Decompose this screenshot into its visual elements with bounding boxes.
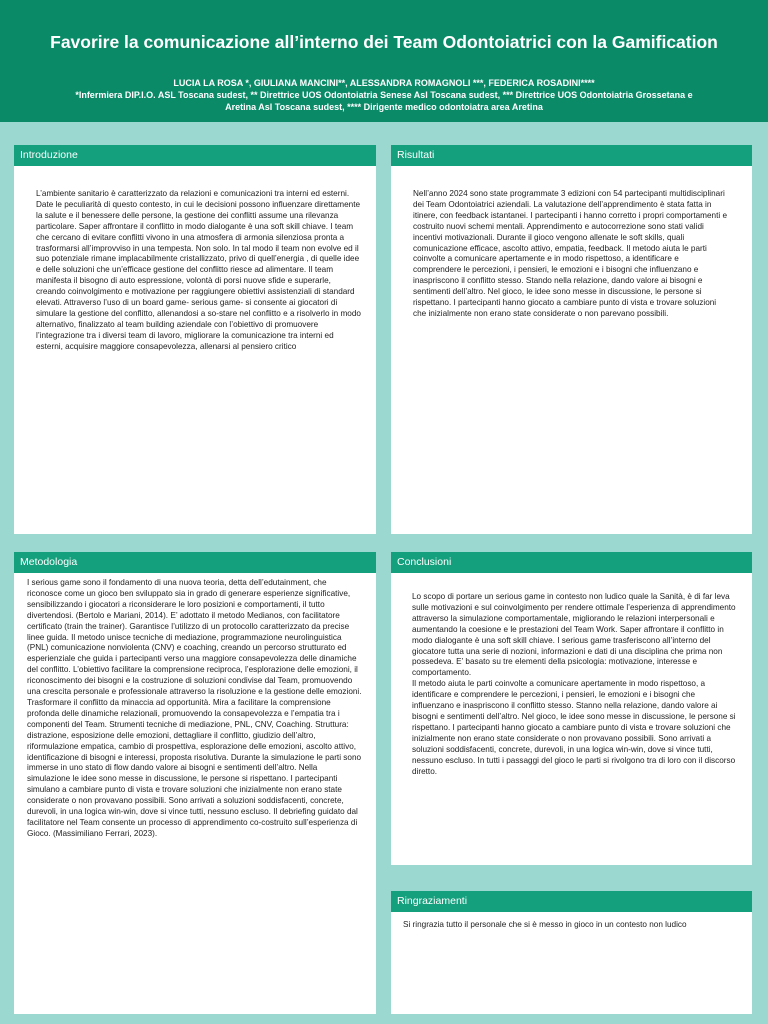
risultati-text: Nell’anno 2024 sono state programmate 3 edizioni con 54 partecipanti multidisciplinari dei Team Odontoiatrici aziendali. La valutazione dell’apprendimento è stata fatta in itinere, con feedback istantanei. I partecipanti i hanno corretto i propri comportamenti e costruito nuovi schemi mentali. Apprendimento e autocorrezione sono stati validi incentivi motivazionali. Durante il gioco vengono allenate le soft skills, quali comunicazione efficace, ascolto attivo, empatia, feedback. Il metodo aiuta le parti coinvolte a comunicare apertamente e in modo rispettoso, a identificare e comprendere le percezioni, i pensieri, le emozioni e i bisogni che influenzano e inaspriscono il conflitto stesso. Stando nella relazione, dando valore ai bisogni e sentimenti dell’altro. Nel gioco, le idee sono messe in discussione, le persone si rispettano. I partecipanti hanno giocato a cambiare punto di vista e trovare soluzioni che inizialmente non erano state considerate o non parevano possibili. [413, 189, 728, 318]
conclusioni-heading: Conclusioni [391, 552, 752, 573]
conclusioni-text-1: Lo scopo di portare un serious game in contesto non ludico quale la Sanità, è di far leva sulle motivazioni e sul coinvolgimento per rendere ottimale l’esperienza di apprendimento attraverso la simulazione comportamentale, migliorando le relazioni interpersonali e aumentando la coesione e le prestazioni del Team Work. Saper affrontare il conflitto in modo dialogante è una soft skill chiave. I serious game trasferiscono all’interno del giocatore tutta una serie di nozioni, informazioni e dati di una disciplina che prima non possedeva. E’ basato su tre elementi della psicologia: motivazione, interesse e comportamento. [412, 592, 736, 678]
authors-block [10, 77, 758, 113]
affiliations-line-1: *Infermiera DIP.I.O. ASL Toscana sudest, ** Direttrice UOS Odontoiatria Senese Asl Toscana sudest, *** Direttrice UOS Odontoiatria Grossetana e [75, 90, 693, 100]
ringraziamenti-heading: Ringraziamenti [391, 891, 752, 912]
introduzione-body [14, 166, 376, 353]
ringraziamenti-panel [391, 891, 752, 1014]
poster-title: Favorire la comunicazione all’interno dei Team Odontoiatrici con la Gamification [50, 32, 718, 52]
introduzione-panel [14, 145, 376, 534]
introduzione-heading: Introduzione [14, 145, 376, 166]
risultati-panel [391, 145, 752, 534]
ringraziamenti-body [391, 912, 752, 931]
poster-header [0, 0, 768, 122]
metodologia-panel [14, 552, 376, 1014]
introduzione-text: L’ambiente sanitario è caratterizzato da relazioni e comunicazioni tra interni ed esterni. Date le peculiarità di questo contesto, in cui le decisioni possono influenzare direttamente la salute e il benessere delle persone, la gestione dei conflitti assume una rilevanza particolare. Saper affrontare il conflitto in modo dialogante è una soft skill chiave. I team che cercano di evitare conflitti vivono in una atmosfera di armonia silenziosa pronta a trasformarsi all’improvviso in una tempesta. Non solo. In tal modo il team non evolve ed il suo potenziale rimane implacabilmente cristallizzato, privo di quell’energia , di quelle idee e delle soluzioni che un’efficace gestione del conflitto riesce ad alimentare. Il team manifesta il bisogno di auto espressione, volontà di porsi nuove sfide e superarle, creando coinvolgimento e motivazione per raggiungere obiettivi assistenziali di standard elevati. Attraverso l’uso di un board game- serious game- si consente ai giocatori di simulare la gestione del conflitto, allenandosi a so-stare nel conflitto e a risolverlo in modo alternativo, finalizzato al team building aziendale con l’obiettivo di promuovere l’integrazione tra i diversi team di lavoro, migliorare la comunicazione tra interni ed esterni, acquisire maggiore consapevolezza, allenarsi al pensiero critico [36, 189, 361, 351]
conclusioni-text-2: Il metodo aiuta le parti coinvolte a comunicare apertamente in modo rispettoso, a identificare e comprendere le percezioni, i pensieri, le emozioni e i bisogni che influenzano e inaspriscono il conflitto stesso. Stanno nella relazione, dando valore ai bisogni e sentimenti dell’altro. Nel gioco, le idee sono messe in discussione, le persone si rispettano. I partecipanti hanno giocato a cambiare punto di vista e trovare soluzioni che inizialmente non erano state considerate o non provavano possibili. Sono arrivati a soluzioni soddisfacenti, concrete, durevoli, in una logica win-win, dove si vince tutti, nessuno escluso. In tutti i passaggi del gioco le parti si rivolgono tra di loro con il discorso diretto. [412, 679, 736, 776]
metodologia-text: I serious game sono il fondamento di una nuova teoria, detta dell’edutainment, che riconosce come un gioco ben sviluppato sia in grado di generare esperienze significative, sensibilizzando i giocatori a riconsiderare le loro posizioni e comportamenti, il tutto divertendosi. (Bertolo e Mariani, 2014). E’ adottato il metodo Medianos, con facilitatore certificato (train the trainer). Garantisce l’utilizzo di un protocollo caratterizzato da precise linee guida. Il metodo unisce tecniche di mediazione, programmazione neurolinguistica (PNL) comunicazione nonviolenta (CNV) e coaching, creando un percorso strutturato ed esperienziale che guida i partecipanti verso una maggiore consapevolezza delle dinamiche del conflitto. L’obiettivo facilitare la comprensione reciproca, l’esplorazione delle emozioni, il riconoscimento dei bisogni e la costruzione di soluzioni condivise dal Team, promuovendo una crescita personale e professionale attraverso la risoluzione e la gestione delle emozioni. Trasformare il conflitto da minaccia ad opportunità. Mira a facilitare la comprensione profonda delle dinamiche relazionali, promuovendo la consapevolezza e l’empatia tra i componenti del Team. Strumenti tecniche di mediazione, PNL, CNV, Coaching. Struttura: distrazione, esposizione delle emozioni, dettagliare il conflitto, giudizio dell’altro, riformulazione empatica, cambio di prospettiva, esplorazione delle emozioni, ascolto attivo, identificazione di bisogni e interessi, proposta risolutiva. Durante la simulazione le parti sono immerse in uno stato di flow dando valore ai bisogni e sentimenti dell’altro. Nella simulazione le idee sono messe in discussione, le persone si rispettano. I partecipanti simulano a cambiare punto di vista e trovare soluzioni che inizialmente non erano state considerate o non provavano possibili. Sono arrivati a soluzioni soddisfacenti, concrete, durevoli, in una logica win-win, dove si vince tutti, nessuno escluso. Il debriefing guidato dal facilitatore nel Team consente un processo di apprendimento co-costruito sull’esperienza di Gioco. (Massimiliano Ferrari, 2023). [27, 578, 362, 838]
metodologia-body [14, 573, 376, 840]
affiliations-line-2: Aretina Asl Toscana sudest, **** Dirigente medico odontoiatra area Aretina [225, 102, 543, 112]
risultati-body [391, 166, 752, 320]
risultati-heading: Risultati [391, 145, 752, 166]
conclusioni-body [391, 573, 752, 777]
author-names: LUCIA LA ROSA *, GIULIANA MANCINI**, ALESSANDRA ROMAGNOLI ***, FEDERICA ROSADINI**** [173, 78, 595, 88]
metodologia-heading: Metodologia [14, 552, 376, 573]
ringraziamenti-text: Si ringrazia tutto il personale che si è messo in gioco in un contesto non ludico [403, 920, 687, 929]
conclusioni-panel [391, 552, 752, 865]
